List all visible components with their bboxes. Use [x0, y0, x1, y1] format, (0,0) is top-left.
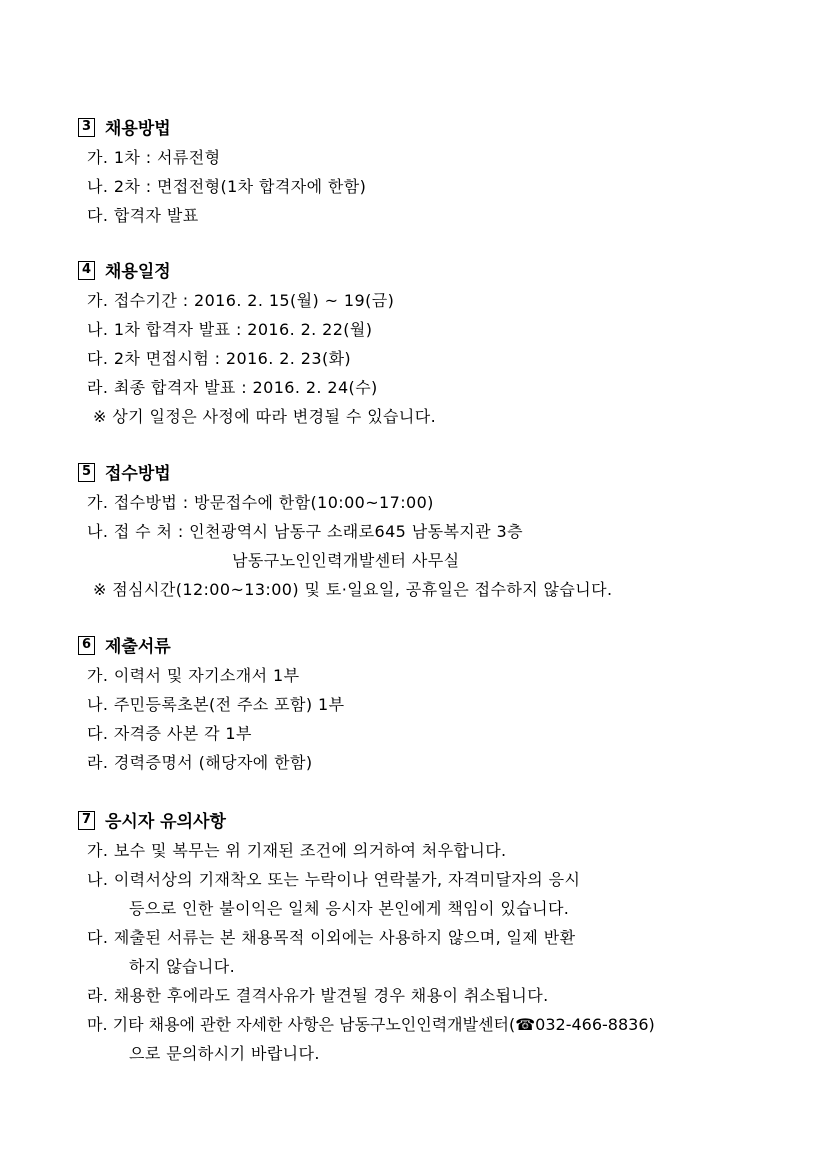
section-heading — [78, 460, 778, 488]
list-item-continuation: 하지 않습니다. — [129, 957, 236, 976]
section-number-box: 3 — [78, 118, 95, 137]
list-item: 라. 경력증명서 (해당자에 한함) — [87, 753, 313, 772]
list-item: 가. 접수방법 : 방문접수에 한함(10:00~17:00) — [87, 493, 434, 512]
list-item: 나. 2차 : 면접전형(1차 합격자에 한함) — [87, 177, 367, 196]
list-item: 가. 접수기간 : 2016. 2. 15(월) ~ 19(금) — [87, 291, 395, 310]
list-item: 다. 제출된 서류는 본 채용목적 이외에는 사용하지 않으며, 일제 반환 — [87, 928, 576, 947]
list-item: 다. 합격자 발표 — [87, 206, 199, 225]
section-heading — [78, 258, 778, 286]
section-title: 접수방법 — [105, 464, 171, 484]
section-heading — [78, 115, 778, 143]
list-item: 나. 접 수 처 : 인천광역시 남동구 소래로645 남동복지관 3층 — [87, 522, 523, 541]
section-applicant-notes — [78, 808, 778, 1068]
list-item: 마. 기타 채용에 관한 자세한 사항은 남동구노인인력개발센터(☎032-466-8836) — [87, 1015, 655, 1034]
section-required-documents — [78, 633, 778, 777]
list-item-continuation: 으로 문의하시기 바랍니다. — [129, 1044, 320, 1063]
list-item: 다. 자격증 사본 각 1부 — [87, 724, 252, 743]
section-title: 제출서류 — [105, 637, 171, 657]
list-item: 다. 2차 면접시험 : 2016. 2. 23(화) — [87, 349, 352, 368]
section-heading — [78, 808, 778, 836]
note-text: ※ 점심시간(12:00~13:00) 및 토·일요일, 공휴일은 접수하지 않습니다. — [93, 580, 613, 599]
section-number-box: 4 — [78, 261, 95, 280]
section-number-box: 6 — [78, 636, 95, 655]
section-heading — [78, 633, 778, 661]
section-title: 채용일정 — [105, 262, 171, 282]
section-title: 응시자 유의사항 — [105, 812, 226, 832]
section-recruitment-method — [78, 115, 778, 230]
list-item: 가. 이력서 및 자기소개서 1부 — [87, 666, 300, 685]
list-item: 나. 이력서상의 기재착오 또는 누락이나 연락불가, 자격미달자의 응시 — [87, 870, 581, 889]
note-text: ※ 상기 일정은 사정에 따라 변경될 수 있습니다. — [93, 407, 437, 426]
section-number-box: 5 — [78, 463, 95, 482]
list-item: 가. 보수 및 복무는 위 기재된 조건에 의거하여 처우합니다. — [87, 841, 507, 860]
section-number-box: 7 — [78, 811, 95, 830]
list-item: 나. 주민등록초본(전 주소 포함) 1부 — [87, 695, 345, 714]
list-item: 가. 1차 : 서류전형 — [87, 148, 221, 167]
section-recruitment-schedule — [78, 258, 778, 431]
list-item: 라. 최종 합격자 발표 : 2016. 2. 24(수) — [87, 378, 378, 397]
section-title: 채용방법 — [105, 119, 171, 139]
list-item-continuation: 남동구노인인력개발센터 사무실 — [232, 551, 460, 570]
list-item-continuation: 등으로 인한 불이익은 일체 응시자 본인에게 책임이 있습니다. — [129, 899, 570, 918]
list-item: 라. 채용한 후에라도 결격사유가 발견될 경우 채용이 취소됩니다. — [87, 986, 549, 1005]
list-item: 나. 1차 합격자 발표 : 2016. 2. 22(월) — [87, 320, 373, 339]
section-application-method — [78, 460, 778, 604]
